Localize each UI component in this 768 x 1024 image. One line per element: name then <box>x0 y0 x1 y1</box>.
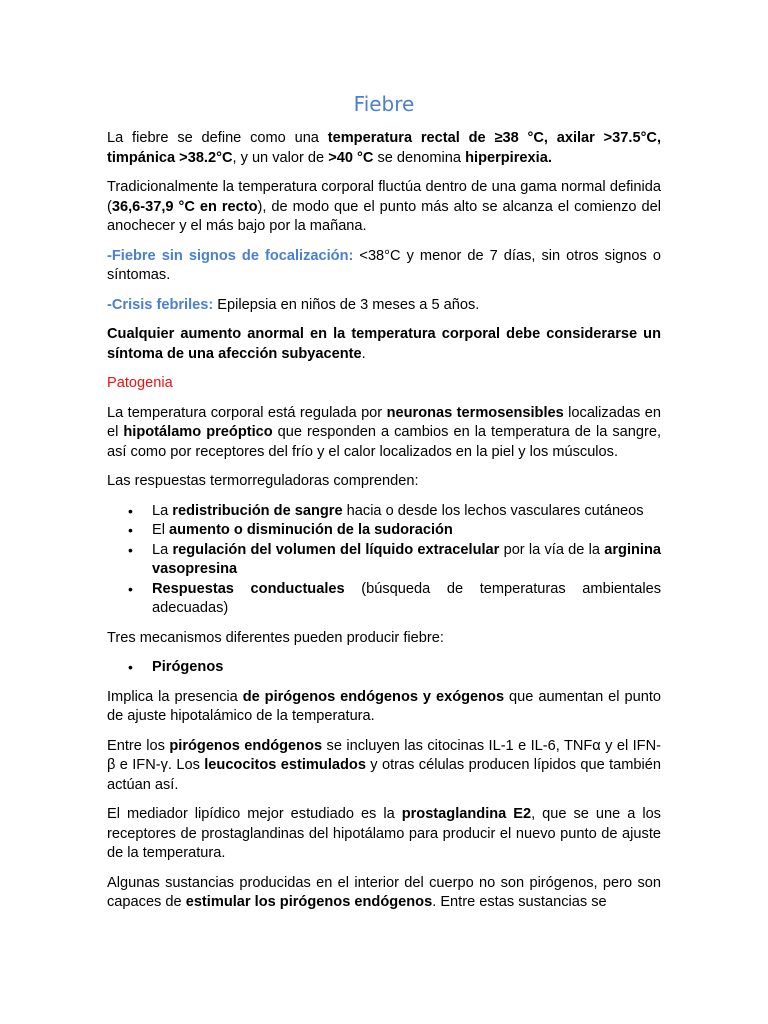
section-heading: Patogenia <box>107 375 173 391</box>
text: Entre los <box>107 737 170 754</box>
bullet-icon: • <box>128 659 133 675</box>
document-body <box>107 90 661 923</box>
text: por la vía de la <box>499 541 605 558</box>
label-fever-no-focus: -Fiebre sin signos de focalización: <box>107 247 354 264</box>
paragraph-pyrogens <box>107 688 661 727</box>
text: Epilepsia en niños de 3 meses a 5 años. <box>213 296 480 313</box>
text: (búsqueda de temperaturas ambientales adecuadas) <box>152 580 661 616</box>
bold-text: estimular los pirógenos endógenos <box>185 894 433 910</box>
bold-text: regulación del volumen del líquido extracelular <box>172 541 500 558</box>
list-item <box>107 658 661 678</box>
paragraph-normal-range <box>107 178 661 237</box>
bullet-icon: • <box>128 522 133 538</box>
paragraph-responses-intro: Las respuestas termorreguladoras comprenden: <box>107 473 419 489</box>
bold-text: prostaglandina E2 <box>401 806 532 822</box>
list-item <box>107 502 661 522</box>
bullet-icon: • <box>128 502 133 519</box>
text: . Entre estas sustancias se <box>432 894 607 910</box>
text: <38°C y menor de 7 días, sin otros signos o síntomas. <box>107 247 661 283</box>
text: hacia o desde los lechos vasculares cutáneos <box>342 502 644 519</box>
thermoregulatory-list <box>107 502 661 619</box>
heading-patogenia <box>107 374 661 394</box>
text: Algunas sustancias producidas en el interior del cuerpo no son pirógenos, pero son capaces de <box>107 874 661 910</box>
bold-text: redistribución de sangre <box>172 502 343 519</box>
paragraph-warning <box>107 325 661 364</box>
text: El mediador lipídico mejor estudiado es la <box>107 806 402 822</box>
bold-text: neuronas termosensibles <box>386 404 564 421</box>
text: La <box>152 541 173 558</box>
page-title: Fiebre <box>353 92 415 116</box>
list-item <box>107 521 661 541</box>
text: ), de modo que el punto más alto se alcanza el comienzo del anochecer y el más bajo por la mañana. <box>107 198 661 234</box>
text: se incluyen las citocinas IL-1 e IL-6, TNFα y el IFN-β e IFN-γ. Los <box>107 737 661 773</box>
bold-text: 36,6-37,9 °C en recto <box>111 198 258 215</box>
bold-text: >40 °C <box>328 149 374 166</box>
text: La <box>152 502 173 519</box>
text: Implica la presencia <box>107 688 243 705</box>
text: , que se une a los receptores de prostaglandinas del hipotálamo para producir el nuevo punto de ajuste de la temperatura. <box>107 806 661 861</box>
paragraph-definition <box>107 129 661 168</box>
list-item <box>107 541 661 580</box>
paragraph-fever-no-focus <box>107 247 661 286</box>
paragraph-endogenous-pyrogens <box>107 737 661 796</box>
text: La temperatura corporal está regulada por <box>107 404 387 421</box>
paragraph-prostaglandin <box>107 805 661 864</box>
paragraph-regulation <box>107 404 661 463</box>
bold-text: Cualquier aumento anormal en la temperatura corporal debe considerarse un síntoma de una afección subyacente <box>107 326 661 362</box>
bold-text: hiperpirexia. <box>465 149 552 166</box>
text: y otras células producen lípidos que también actúan así. <box>107 757 661 793</box>
list-item <box>107 580 661 619</box>
bullet-icon: • <box>128 580 133 597</box>
bullet-icon: • <box>128 541 133 558</box>
bold-text: arginina vasopresina <box>152 541 661 577</box>
text: . <box>361 345 366 362</box>
bold-text: pirógenos endógenos <box>169 737 323 754</box>
bold-text: de pirógenos endógenos y exógenos <box>242 688 505 705</box>
text: localizadas en el <box>107 404 661 440</box>
bold-text: hipotálamo preóptico <box>123 424 273 440</box>
text: El <box>152 522 170 538</box>
paragraph-other-substances <box>107 874 661 913</box>
bold-text: Respuestas conductuales <box>152 580 345 597</box>
text: que aumentan el punto de ajuste hipotalámico de la temperatura. <box>107 688 661 724</box>
bold-text: Pirógenos <box>152 659 224 675</box>
bold-text: leucocitos estimulados <box>204 757 366 773</box>
mechanisms-list <box>107 658 661 678</box>
bold-text: aumento o disminución de la sudoración <box>169 522 453 538</box>
text: Tradicionalmente la temperatura corporal fluctúa dentro de una gama normal definida ( <box>107 179 661 215</box>
text: que responden a cambios en la temperatura de la sangre, así como por receptores del frío y el calor localizados en la piel y los músculos. <box>107 424 661 460</box>
label-febrile-seizures: -Crisis febriles: <box>107 296 214 313</box>
text: La fiebre se define como una <box>107 130 328 146</box>
bold-text: temperatura rectal de ≥38 °C, axilar >37.5°C, timpánica >38.2°C <box>107 130 661 166</box>
text: , y un valor de <box>232 149 329 166</box>
paragraph-febrile-seizures <box>107 296 661 316</box>
text: se denomina <box>373 149 466 166</box>
paragraph-mechanisms-intro: Tres mecanismos diferentes pueden producir fiebre: <box>107 629 444 646</box>
